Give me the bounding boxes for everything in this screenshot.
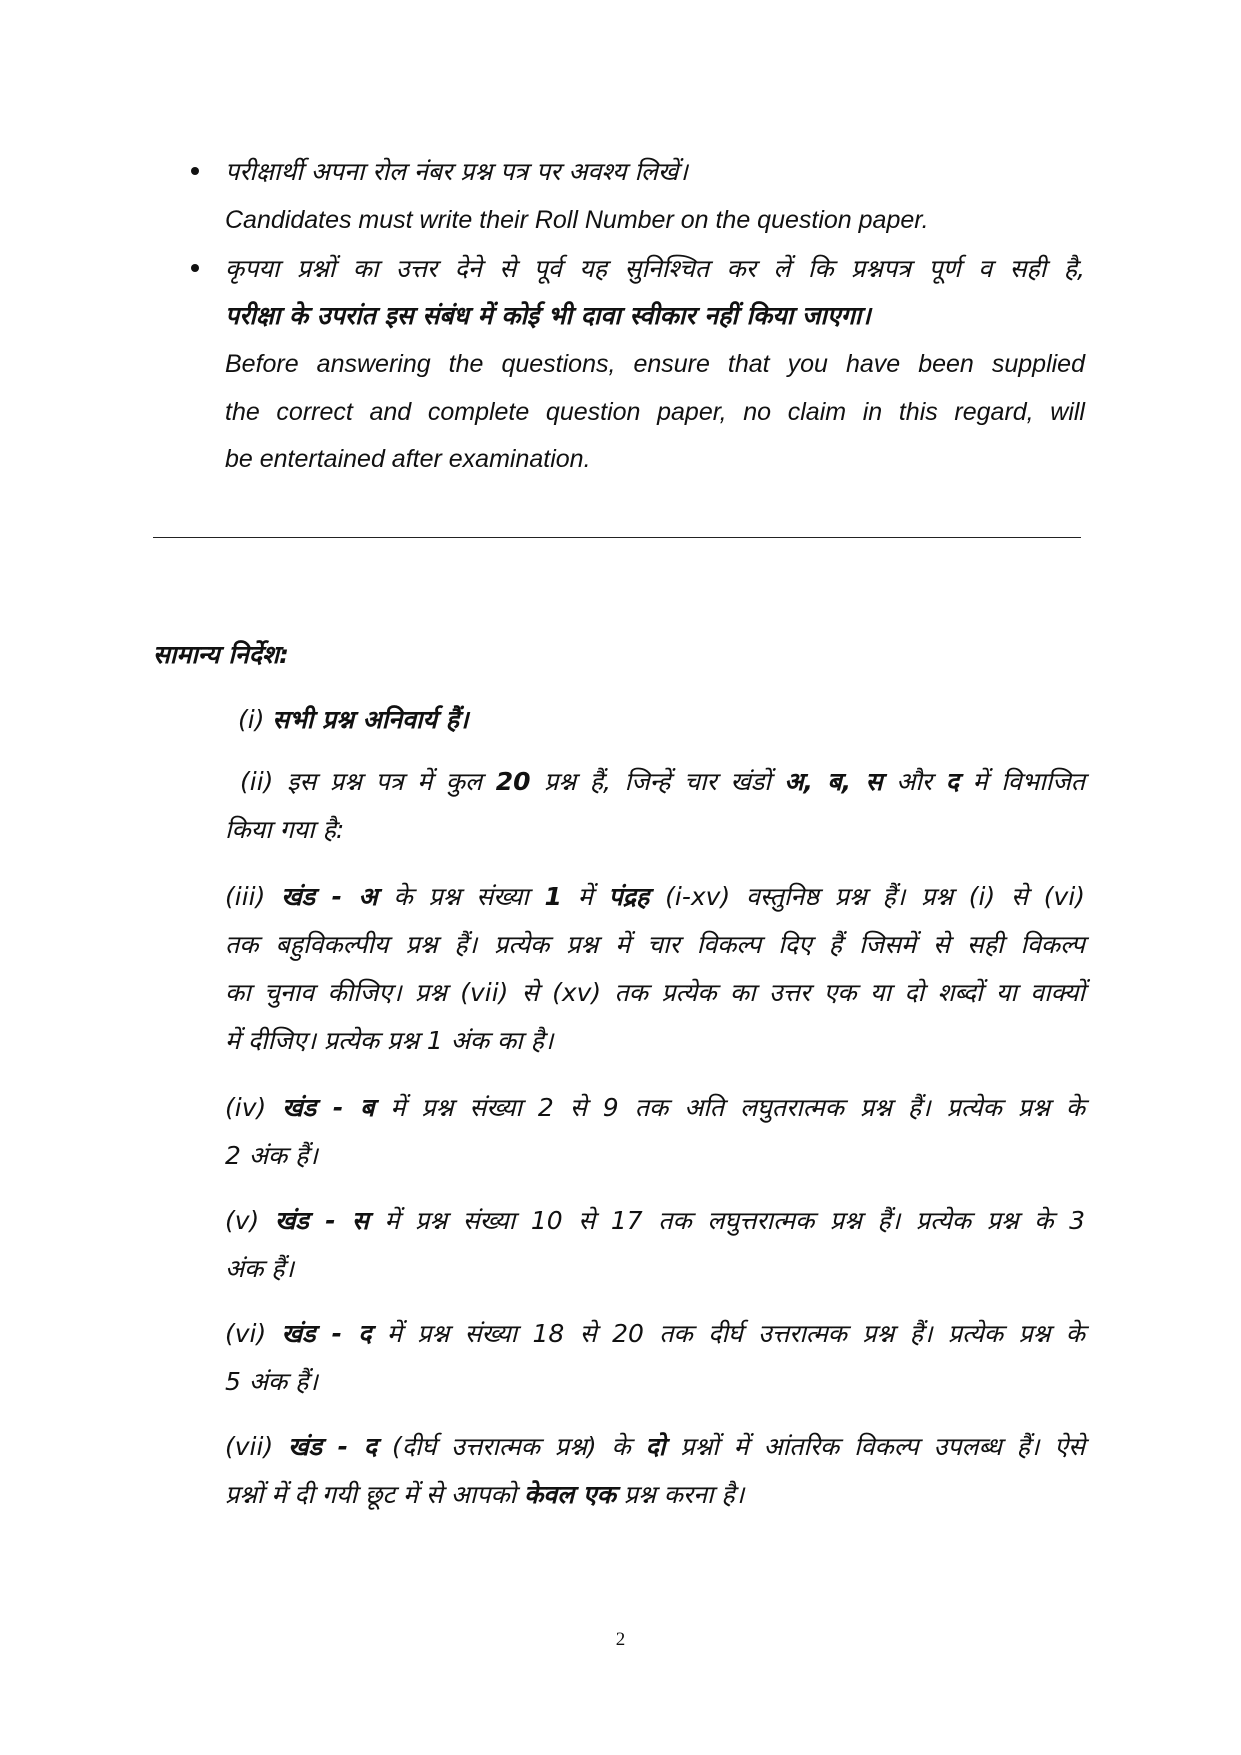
question-count: पंद्रह <box>608 882 650 911</box>
instruction-text: में विभाजित <box>972 767 1086 796</box>
instruction-text: और <box>896 767 933 796</box>
page-number: 2 <box>615 1629 626 1650</box>
instruction-number: (vi) <box>225 1319 267 1348</box>
section-label: खंड - स <box>274 1206 369 1235</box>
section-label: खंड - अ <box>281 882 378 911</box>
bullet-2-english-line1: Before answering the questions, ensure that you have been supplied <box>225 350 1085 378</box>
instruction-text: (दीर्घ उत्तरात्मक प्रश्न) के <box>391 1432 631 1461</box>
horizontal-divider <box>153 537 1081 538</box>
instruction-text: में <box>577 882 593 911</box>
instruction-vi-line1 <box>225 1317 1085 1351</box>
instruction-text: में प्रश्न संख्या 2 से 9 तक अति लघुतरात्मक प्रश्न हैं। प्रत्येक प्रश्न के <box>390 1093 1086 1122</box>
instruction-text: प्रश्नों में आंतरिक विकल्प उपलब्ध हैं। ऐसे <box>680 1432 1086 1461</box>
bullet-dot <box>191 264 199 272</box>
bullet-2-english-line2: the correct and complete question paper, no claim in this regard, will <box>225 398 1085 426</box>
instruction-v-line1 <box>225 1204 1085 1238</box>
bullet-2-hindi-line1: कृपया प्रश्नों का उत्तर देने से पूर्व यह सुनिश्चित कर लें कि प्रश्नपत्र पूर्ण व सही है, <box>225 254 1085 283</box>
section-name: द <box>945 767 959 796</box>
instruction-text: में प्रश्न संख्या 10 से 17 तक लघुत्तरात्मक प्रश्न हैं। प्रत्येक प्रश्न के 3 <box>384 1206 1086 1235</box>
instruction-iii-line4: में दीजिए। प्रत्येक प्रश्न 1 अंक का है। <box>225 1026 554 1055</box>
bullet-1-hindi: परीक्षार्थी अपना रोल नंबर प्रश्न पत्र पर अवश्य लिखें। <box>225 157 688 186</box>
instruction-text: के प्रश्न संख्या <box>393 882 529 911</box>
instruction-iv-line2: 2 अंक हैं। <box>225 1141 318 1170</box>
section-names: अ, ब, स <box>784 767 883 796</box>
question-number: 1 <box>544 882 562 911</box>
question-count: 20 <box>495 767 531 796</box>
section-label: खंड - द <box>288 1432 377 1461</box>
instruction-v-line2: अंक हैं। <box>225 1254 294 1283</box>
section-label: खंड - ब <box>282 1093 375 1122</box>
instruction-iii-line1 <box>225 880 1085 914</box>
instruction-i <box>238 703 468 737</box>
instructions-heading: सामान्य निर्देश: <box>153 640 290 669</box>
instruction-iii-line2: तक बहुविकल्पीय प्रश्न हैं। प्रत्येक प्रश्न में चार विकल्प दिए हैं जिसमें से सही विकल्प <box>225 930 1085 959</box>
section-label: खंड - द <box>281 1319 372 1348</box>
instruction-text: प्रश्न करना है। <box>623 1480 745 1509</box>
instruction-number: (iv) <box>225 1093 267 1122</box>
bullet-1-english: Candidates must write their Roll Number on the question paper. <box>225 206 929 234</box>
instruction-vii-line2 <box>225 1478 744 1512</box>
instruction-text: इस प्रश्न पत्र में कुल <box>287 767 482 796</box>
instruction-text: में प्रश्न संख्या 18 से 20 तक दीर्घ उत्तरात्मक प्रश्न हैं। प्रत्येक प्रश्न के <box>386 1319 1085 1348</box>
instruction-number: (v) <box>225 1206 260 1235</box>
choice-count: दो <box>645 1432 666 1461</box>
instruction-text: (i-xv) वस्तुनिष्ठ प्रश्न हैं। प्रश्न (i) से (vi) <box>665 882 1086 911</box>
instruction-ii-line1 <box>240 765 1085 799</box>
bullet-2-hindi-bold: परीक्षा के उपरांत इस संबंध में कोई भी दावा स्वीकार नहीं किया जाएगा। <box>225 301 871 330</box>
bullet-dot <box>191 167 199 175</box>
instruction-text: प्रश्न हैं, जिन्हें चार खंडों <box>544 767 771 796</box>
instruction-ii-line2: किया गया है: <box>225 815 345 844</box>
instruction-text-bold: सभी प्रश्न अनिवार्य हैं। <box>272 705 469 734</box>
instruction-number: (vii) <box>225 1432 274 1461</box>
instruction-number: (i) <box>238 705 265 734</box>
instruction-iii-line3: का चुनाव कीजिए। प्रश्न (vii) से (xv) तक प्रत्येक का उत्तर एक या दो शब्दों या वाक्यों <box>225 978 1085 1007</box>
bullet-2-english-line3: be entertained after examination. <box>225 445 591 473</box>
instruction-number: (ii) <box>240 767 274 796</box>
only-one-emphasis: केवल एक <box>524 1480 616 1509</box>
instruction-iv-line1 <box>225 1091 1085 1125</box>
instruction-text: प्रश्नों में दी गयी छूट में से आपको <box>225 1480 517 1509</box>
instruction-vii-line1 <box>225 1430 1085 1464</box>
instruction-vi-line2: 5 अंक हैं। <box>225 1367 318 1396</box>
instruction-number: (iii) <box>225 882 266 911</box>
